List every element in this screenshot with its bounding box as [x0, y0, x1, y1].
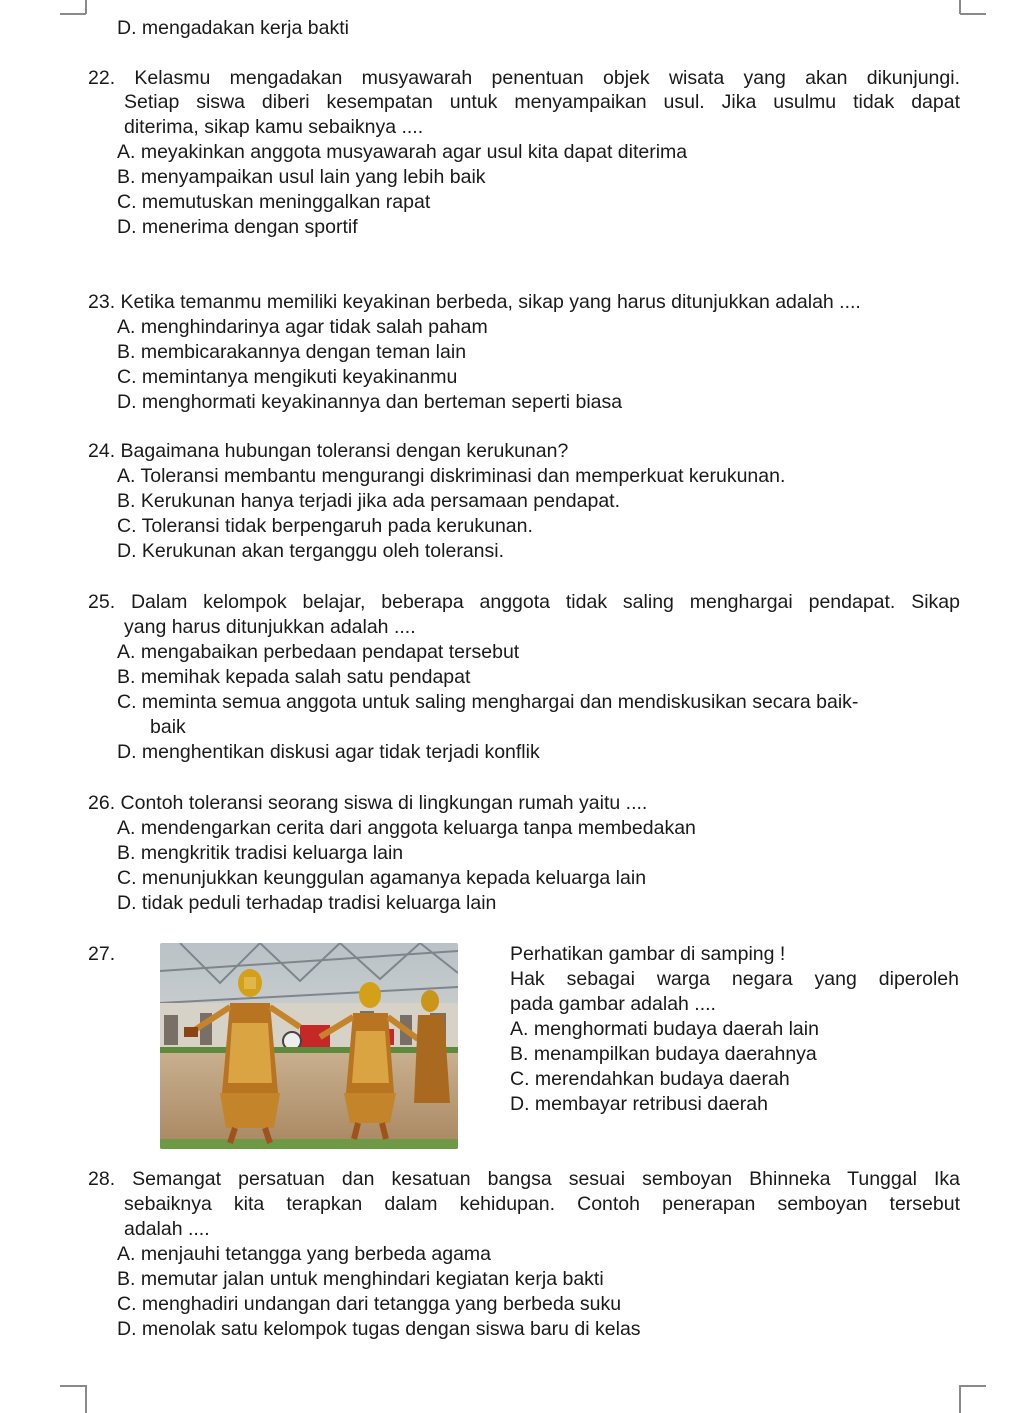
question-22-text-line-2: Setiap siswa diberi kesempatan untuk menyampaikan usul. Jika usulmu tidak dapat [124, 91, 960, 113]
question-22-option-c: C. memutuskan meninggalkan rapat [117, 191, 431, 213]
question-25-text-line-2: yang harus ditunjukkan adalah .... [124, 616, 416, 638]
question-24-text-line-1: 24. Bagaimana hubungan toleransi dengan kerukunan? [88, 440, 569, 462]
question-27-text-line-3: pada gambar adalah .... [510, 993, 716, 1015]
question-24-option-a: A. Toleransi membantu mengurangi diskriminasi dan memperkuat kerukunan. [117, 465, 786, 487]
question-27-option-b: B. menampilkan budaya daerahnya [510, 1043, 817, 1065]
question-25-option-c: C. meminta semua anggota untuk saling menghargai dan mendiskusikan secara baik- [117, 691, 859, 713]
question-23-option-b: B. membicarakannya dengan teman lain [117, 341, 467, 363]
question-28-option-c: C. menghadiri undangan dari tetangga yang berbeda suku [117, 1293, 622, 1315]
question-23-option-c: C. memintanya mengikuti keyakinanmu [117, 366, 458, 388]
question-25-text-line-1: 25. Dalam kelompok belajar, beberapa anggota tidak saling menghargai pendapat. Sikap [88, 591, 960, 613]
question-24-option-b: B. Kerukunan hanya terjadi jika ada persamaan pendapat. [117, 490, 621, 512]
question-22-option-a: A. meyakinkan anggota musyawarah agar usul kita dapat diterima [117, 141, 688, 163]
crop-mark-bottom-left-v [85, 1385, 87, 1413]
question-25-option-c-continued: baik [150, 716, 186, 738]
crop-mark-bottom-left [60, 1385, 86, 1387]
question-24-option-d: D. Kerukunan akan terganggu oleh toleransi. [117, 540, 505, 562]
question-28-text-line-2: sebaiknya kita terapkan dalam kehidupan. Contoh penerapan semboyan tersebut [124, 1193, 960, 1215]
question-27-option-d: D. membayar retribusi daerah [510, 1093, 768, 1115]
question-27-option-a: A. menghormati budaya daerah lain [510, 1018, 819, 1040]
option-d-previous: D. mengadakan kerja bakti [117, 17, 349, 39]
question-28-text-line-3: adalah .... [124, 1218, 210, 1240]
question-23-option-a: A. menghindarinya agar tidak salah paham [117, 316, 488, 338]
question-23-text-line-1: 23. Ketika temanmu memiliki keyakinan berbeda, sikap yang harus ditunjukkan adalah .... [88, 291, 861, 313]
question-22-option-b: B. menyampaikan usul lain yang lebih baik [117, 166, 486, 188]
dance-performance-photo [160, 943, 458, 1149]
question-26-option-a: A. mendengarkan cerita dari anggota keluarga tanpa membedakan [117, 817, 696, 839]
question-22-text-line-1: 22. Kelasmu mengadakan musyawarah penentuan objek wisata yang akan dikunjungi. [88, 67, 960, 89]
question-26-option-c: C. menunjukkan keunggulan agamanya kepada keluarga lain [117, 867, 647, 889]
question-28-option-d: D. menolak satu kelompok tugas dengan siswa baru di kelas [117, 1318, 641, 1340]
crop-mark-bottom-right-v [959, 1385, 961, 1413]
question-27-number: 27. [88, 943, 116, 965]
question-25-option-a: A. mengabaikan perbedaan pendapat tersebut [117, 641, 520, 663]
question-26-text-line-1: 26. Contoh toleransi seorang siswa di lingkungan rumah yaitu .... [88, 792, 648, 814]
question-27-text-line-2: Hak sebagai warga negara yang diperoleh [510, 968, 959, 990]
question-27-text-line-1: Perhatikan gambar di samping ! [510, 943, 786, 965]
question-22-option-d: D. menerima dengan sportif [117, 216, 358, 238]
question-26-option-b: B. mengkritik tradisi keluarga lain [117, 842, 404, 864]
question-25-option-b: B. memihak kepada salah satu pendapat [117, 666, 471, 688]
question-24-option-c: C. Toleransi tidak berpengaruh pada kerukunan. [117, 515, 533, 537]
crop-mark-top-left [60, 13, 86, 15]
crop-mark-top-right [960, 13, 986, 15]
question-23-option-d: D. menghormati keyakinannya dan berteman seperti biasa [117, 391, 623, 413]
question-28-option-a: A. menjauhi tetangga yang berbeda agama [117, 1243, 492, 1265]
question-26-option-d: D. tidak peduli terhadap tradisi keluarga lain [117, 892, 497, 914]
question-28-option-b: B. memutar jalan untuk menghindari kegiatan kerja bakti [117, 1268, 604, 1290]
question-25-option-d: D. menghentikan diskusi agar tidak terjadi konflik [117, 741, 540, 763]
question-22-text-line-3: diterima, sikap kamu sebaiknya .... [124, 116, 424, 138]
question-27-option-c: C. merendahkan budaya daerah [510, 1068, 790, 1090]
crop-mark-bottom-right [960, 1385, 986, 1387]
crop-mark-top-left-v [85, 0, 87, 14]
crop-mark-top-right-v [959, 0, 961, 14]
question-28-text-line-1: 28. Semangat persatuan dan kesatuan bangsa sesuai semboyan Bhinneka Tunggal Ika [88, 1168, 960, 1190]
